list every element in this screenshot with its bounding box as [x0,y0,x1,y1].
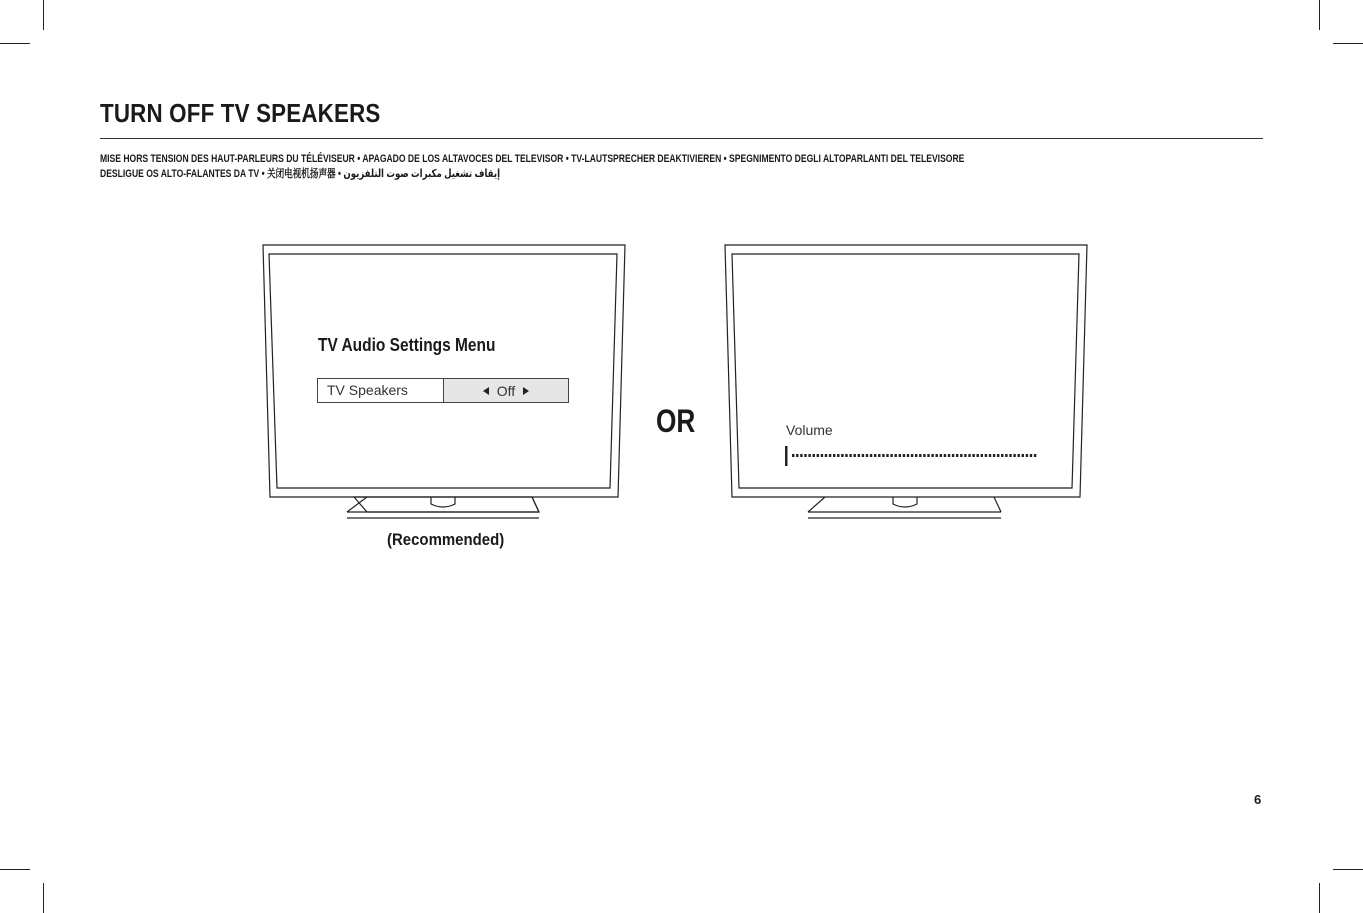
volume-tick [956,454,958,457]
volume-tick [919,454,921,457]
volume-tick [944,454,946,457]
or-separator: OR [656,403,696,439]
volume-tick [1026,454,1028,457]
volume-bar [784,444,1040,468]
volume-tick [968,454,970,457]
translated-titles-line-1: MISE HORS TENSION DES HAUT-PARLEURS DU TÉLÉVISEUR • APAGADO DE LOS ALTAVOCES DEL TELEVISOR • TV-LAUTSPRECHER DEAKTIVIEREN • SPEGNIMENTO DEGLI ALTOPARLANTI DEL TELEVISORE [100,153,965,165]
tv-speakers-value [444,379,568,402]
menu-title: TV Audio Settings Menu [318,335,496,355]
volume-tick [1005,454,1007,457]
volume-tick [993,454,995,457]
volume-tick [985,454,987,457]
crop-mark [1319,883,1320,913]
volume-tick [927,454,929,457]
volume-tick [866,454,868,457]
volume-tick [1030,454,1032,457]
volume-tick [1001,454,1003,457]
volume-tick [817,454,819,457]
volume-tick [907,454,909,457]
volume-tick [960,454,962,457]
tv-illustration-volume [722,242,1092,524]
volume-tick [1013,454,1015,457]
volume-tick [923,454,925,457]
page-number: 6 [1254,792,1262,807]
volume-tick [829,454,831,457]
volume-tick [972,454,974,457]
volume-label: Volume [786,422,833,438]
page-title: TURN OFF TV SPEAKERS [100,98,381,128]
translated-titles-line-2: DESLIGUE OS ALTO-FALANTES DA TV • 关闭电视机扬声器 • إيقاف تشغيل مكبرات صوت التلفزيون [100,168,501,180]
crop-mark [1333,869,1363,870]
volume-tick [1034,454,1036,457]
volume-tick [849,454,851,457]
volume-tick [813,454,815,457]
crop-mark [1333,43,1363,44]
volume-tick [940,454,942,457]
tv-speakers-label: TV Speakers [318,379,444,402]
volume-tick [854,454,856,457]
tv-speakers-value-text: Off [496,382,516,399]
translated-titles [100,152,1098,182]
volume-tick [804,454,806,457]
volume-tick [870,454,872,457]
crop-mark [0,43,30,44]
volume-tick [948,454,950,457]
crop-mark [0,869,30,870]
volume-tick [997,454,999,457]
volume-tick [862,454,864,457]
volume-tick [841,454,843,457]
volume-tick [800,454,802,457]
volume-tick [882,454,884,457]
volume-tick [858,454,860,457]
volume-tick [833,454,835,457]
volume-tick [977,454,979,457]
volume-tick [989,454,991,457]
volume-tick [1018,454,1020,457]
volume-tick [911,454,913,457]
volume-tick [931,454,933,457]
tv-speakers-setting-row [317,378,569,403]
volume-tick [821,454,823,457]
volume-tick [874,454,876,457]
volume-tick [792,454,794,457]
volume-tick [878,454,880,457]
volume-dots [792,454,1036,457]
volume-level-indicator [785,446,788,466]
volume-tick [903,454,905,457]
volume-tick [964,454,966,457]
arrow-right-icon [523,387,529,395]
volume-tick [981,454,983,457]
arrow-left-icon [483,387,489,395]
volume-tick [825,454,827,457]
volume-tick [808,454,810,457]
crop-mark [1319,0,1320,30]
volume-tick [1009,454,1011,457]
volume-tick [886,454,888,457]
volume-tick [1022,454,1024,457]
volume-tick [837,454,839,457]
volume-tick [796,454,798,457]
volume-tick [899,454,901,457]
crop-mark [43,0,44,30]
title-divider [100,138,1263,139]
crop-mark [43,883,44,913]
volume-tick [936,454,938,457]
volume-tick [895,454,897,457]
volume-tick [845,454,847,457]
recommended-caption: (Recommended) [387,530,505,549]
volume-tick [952,454,954,457]
volume-tick [915,454,917,457]
volume-tick [890,454,892,457]
